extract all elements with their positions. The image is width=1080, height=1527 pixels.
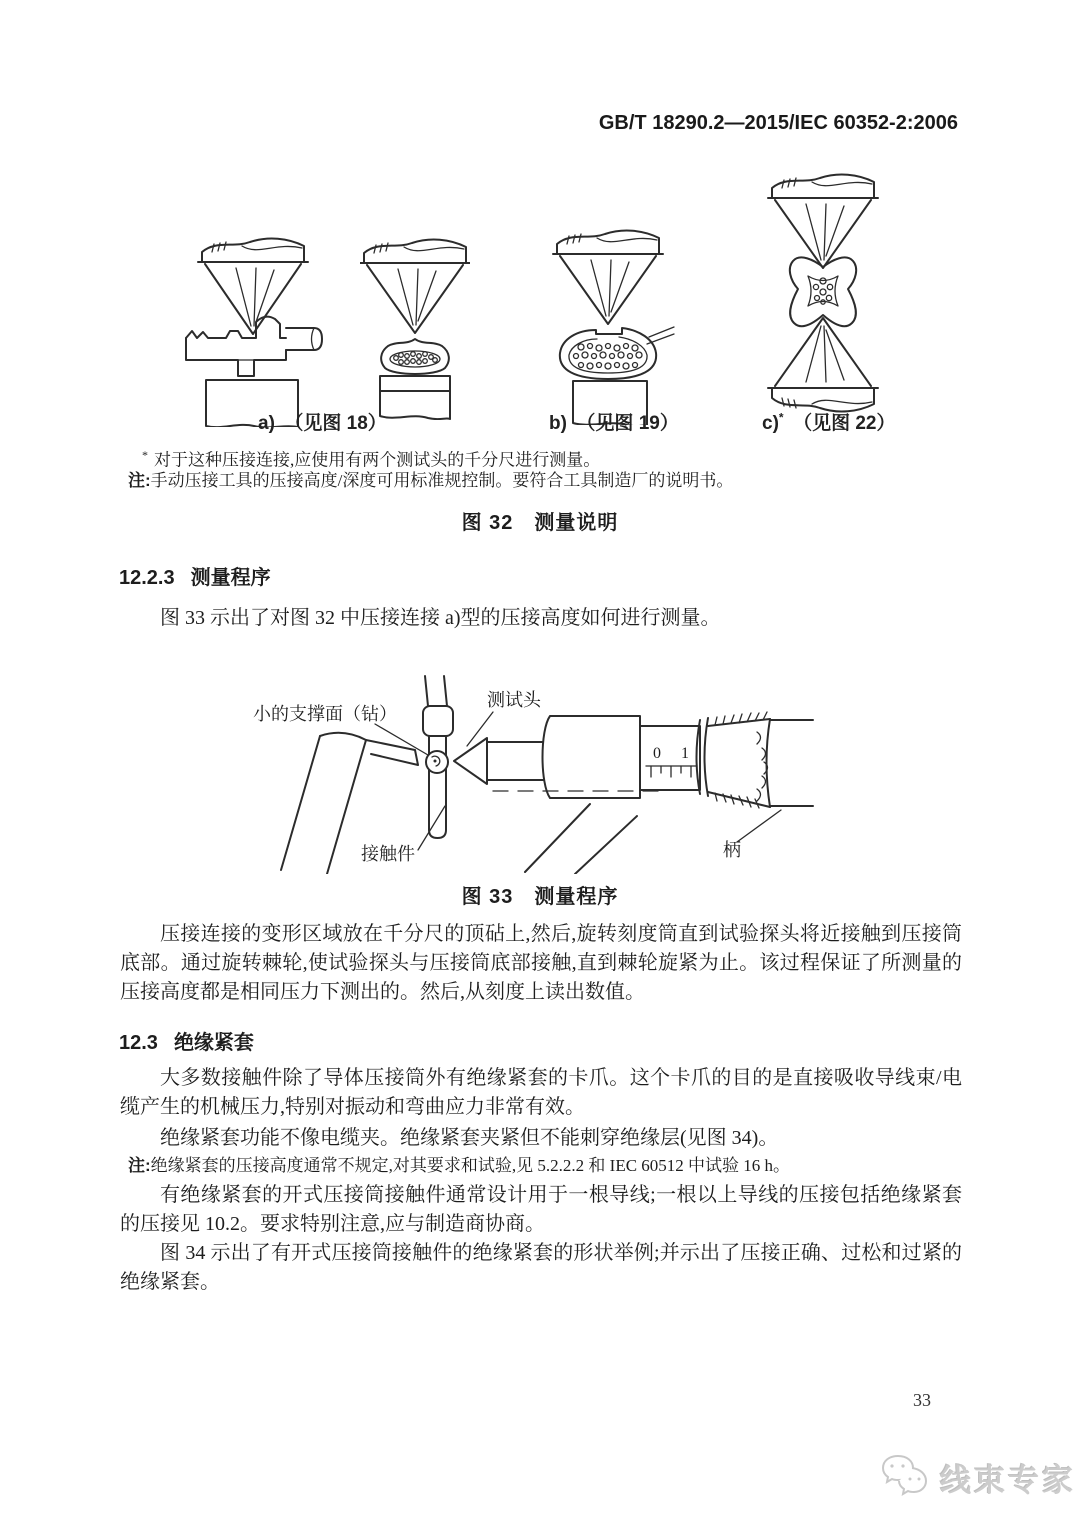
footnote-text: 对于这种压接连接,应使用有两个测试头的千分尺进行测量。 bbox=[154, 450, 601, 470]
scale-number-0: 0 bbox=[653, 745, 661, 762]
label-handle: 柄 bbox=[723, 840, 741, 860]
thimble-ratchet bbox=[697, 712, 771, 808]
figure32-diagram-b bbox=[545, 220, 675, 425]
wire-strands bbox=[394, 352, 438, 365]
section-heading-12-2-3 bbox=[119, 561, 271, 590]
sleeve-cylinder bbox=[543, 716, 641, 798]
section-number: 12.3 bbox=[119, 1032, 158, 1054]
note-label: 注: bbox=[128, 471, 151, 490]
figure32-diagram-a1 bbox=[178, 222, 328, 427]
watermark-text: 线束专家 bbox=[940, 1462, 1076, 1498]
chat-bubbles-icon bbox=[878, 1452, 932, 1502]
figure32-note bbox=[128, 469, 928, 493]
section-12-3-para4: 图 34 示出了有开式压接筒接触件的绝缘紧套的形状举例;并示出了压接正确、过松和过紧的绝缘紧套。 bbox=[120, 1242, 962, 1293]
indentor-cone-top bbox=[768, 175, 878, 268]
indentor-cone-bottom bbox=[768, 318, 878, 411]
section-12-3-para1: 大多数接触件除了导体压接筒外有绝缘紧套的卡爪。这个卡爪的目的是直接吸收导线束/电缆产生的机械压力,特别对振动和弯曲应力非常有效。 bbox=[120, 1067, 962, 1118]
handle-cylinder bbox=[770, 720, 813, 806]
figure32-caption: 图 32 测量说明 bbox=[461, 512, 619, 534]
wire-strands bbox=[813, 278, 832, 304]
figure32-label-c-ref: （见图 22） bbox=[783, 413, 896, 434]
anvil-wedge bbox=[366, 740, 418, 765]
section-12-2-3-intro: 图 33 示出了对图 32 中压接连接 a)型的压接高度如何进行测量。 bbox=[160, 607, 721, 629]
figure32-label-c-footnote-marker: * bbox=[778, 410, 784, 425]
figure33-caption: 图 33 测量程序 bbox=[461, 886, 619, 908]
watermark bbox=[878, 1452, 1076, 1502]
label-contact-piece: 接触件 bbox=[361, 844, 415, 864]
scale-number-1: 1 bbox=[681, 745, 689, 762]
label-test-head: 测试头 bbox=[487, 690, 541, 710]
section-12-3-note bbox=[128, 1154, 948, 1178]
indentor-cone bbox=[553, 231, 663, 324]
figure32-label-c bbox=[762, 408, 896, 435]
frame-arm bbox=[281, 733, 366, 874]
figure32-diagram-c bbox=[758, 168, 888, 413]
crimp-barrel bbox=[560, 327, 674, 379]
wire-strands bbox=[574, 344, 643, 370]
support-ball bbox=[426, 751, 448, 773]
figure32-label-b: b) （见图 19） bbox=[549, 413, 679, 434]
procedure-paragraph: 压接连接的变形区域放在千分尺的顶砧上,然后,旋转刻度筒直到试验探头将近接触到压接筒底部。通过旋转棘轮,使试验探头与压接筒底部接触,直到棘轮旋紧为止。该过程保证了所测量的压接高度都是相同压力下测出的。然后,从刻度上读出数值。 bbox=[120, 923, 962, 1003]
scale-barrel bbox=[640, 726, 700, 790]
section-number: 12.2.3 bbox=[119, 567, 175, 589]
note-text: 手动压接工具的压接高度/深度可用标准规控制。要符合工具制造厂的说明书。 bbox=[150, 471, 734, 490]
section-12-3-para2: 绝缘紧套功能不像电缆夹。绝缘紧套夹紧但不能刺穿绝缘层(见图 34)。 bbox=[160, 1127, 779, 1149]
note-text: 绝缘紧套的压接高度通常不规定,对其要求和试验,见 5.2.2.2 和 IEC 60512 中试验 16 h。 bbox=[150, 1156, 791, 1175]
frame-arm-lower bbox=[525, 804, 637, 874]
label-small-support-surface: 小的支撑面（钻） bbox=[253, 704, 397, 724]
anvil-block bbox=[380, 376, 450, 419]
four-lobe-crimp bbox=[790, 257, 856, 326]
figure32-label-a: a) （见图 18） bbox=[258, 413, 387, 434]
standard-code-header: GB/T 18290.2—2015/IEC 60352-2:2006 bbox=[598, 112, 958, 134]
figure32-label-c-base: c) bbox=[762, 413, 779, 434]
indentor-cone bbox=[360, 240, 470, 333]
crimp-barrel bbox=[381, 339, 449, 374]
section-12-3-para3: 有绝缘紧套的开式压接筒接触件通常设计用于一根导线;一根以上导线的压接包括绝缘紧套的压接见 10.2。要求特别注意,应与制造商协商。 bbox=[120, 1184, 962, 1235]
indentor-cone bbox=[198, 239, 308, 334]
page-number: 33 bbox=[913, 1390, 931, 1410]
figure32-diagram-a2 bbox=[360, 225, 470, 420]
figure33-callouts bbox=[253, 690, 781, 864]
figure33-micrometer bbox=[225, 662, 825, 874]
section-heading-12-3 bbox=[119, 1026, 254, 1055]
section-title: 测量程序 bbox=[190, 567, 271, 589]
footnote-marker: * bbox=[142, 448, 148, 462]
note-label: 注: bbox=[128, 1156, 151, 1175]
section-title: 绝缘紧套 bbox=[173, 1032, 254, 1054]
